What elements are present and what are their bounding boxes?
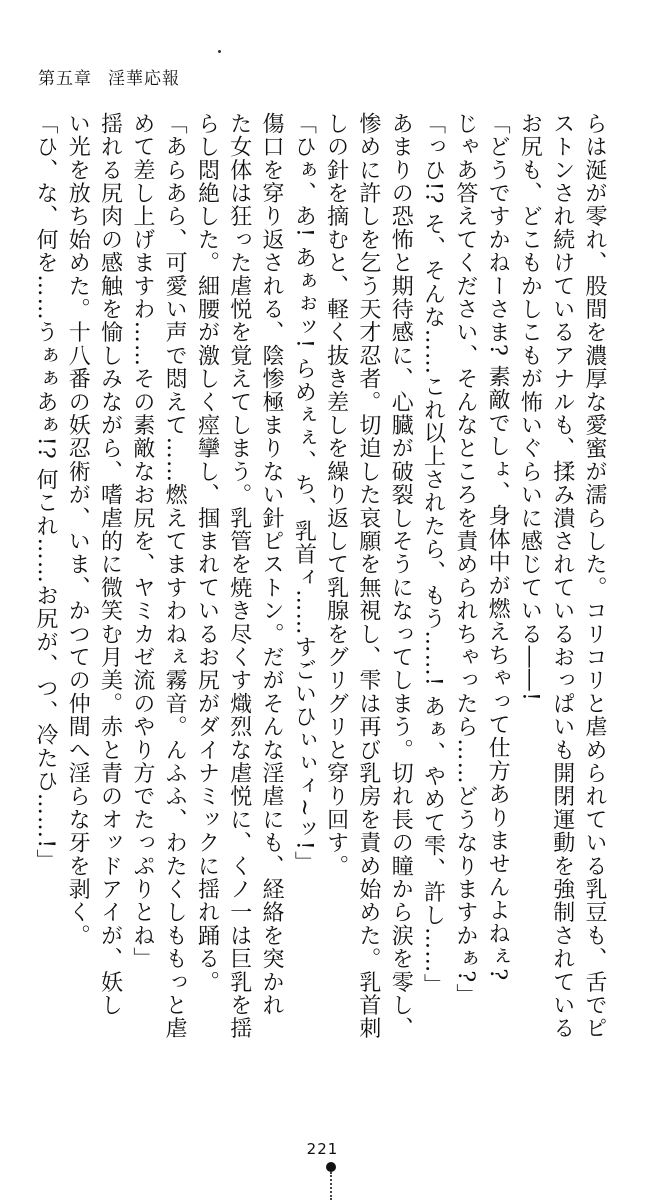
body-text xyxy=(20,112,610,1112)
page-marker-line xyxy=(330,1172,333,1200)
text-line: じゃあ答えてください、そんなところを責められちゃったら……どうなりますかぁ?」 xyxy=(452,112,478,1007)
text-line: お尻も、どこもかしこもが怖いぐらいに感じている――! xyxy=(517,112,543,703)
text-line: しの針を摘むと、軽く抜き差しを繰り返して乳腺をグリグリと穿り回す。 xyxy=(323,112,349,878)
text-line: ストンされ続けているアナルも、揉み潰されているおっぱいも開閉運動を強制されている xyxy=(549,112,575,1040)
text-line: た女体は狂った虐悦を覚えてしまう。乳管を焼き尽くす熾烈な虐悦に、くノ一は巨乳を揺 xyxy=(226,112,252,1040)
text-line: らは涎が零れ、股間を濃厚な愛蜜が濡らした。コリコリと虐められている乳豆も、舌でピ xyxy=(582,112,607,1040)
text-line: 惨めに許しを乞う天才忍者。切迫した哀願を無視し、雫は再び乳房を責め始めた。乳首刺 xyxy=(355,112,381,1040)
text-line: めて差し上げますわ……その素敵なお尻を、ヤミカゼ流のやり方でたっぷりとね」 xyxy=(129,112,155,971)
text-line: あまりの恐怖と期待感に、心臓が破裂しそうになってしまう。切れ長の瞳から涙を零し、 xyxy=(388,112,414,1040)
page-marker-dot xyxy=(326,1162,336,1172)
text-line: 「どうですかねーさま? 素敵でしょ、身体中が燃えちゃって仕方ありませんよねぇ? xyxy=(485,112,511,982)
text-line: らし悶絶した。細腰が激しく痙攣し、掴まれているお尻がダイナミックに揺れ踊る。 xyxy=(194,112,220,994)
chapter-title: 淫華応報 xyxy=(108,69,180,89)
running-header xyxy=(38,64,180,89)
chapter-label: 第五章 xyxy=(38,69,92,89)
ink-dot xyxy=(218,50,221,53)
text-line: 揺れる尻肉の感触を愉しみながら、嗜虐的に微笑む月美。赤と青のオッドアイが、妖し xyxy=(97,112,123,1017)
page-number: 221 xyxy=(306,1140,339,1158)
text-line: 「ひぁ、あ! あぁぉッ! らめぇぇ、ち、乳首ィ……すごいひぃぃィ~ッ!」 xyxy=(291,112,317,875)
text-line: 傷口を穿り返される、陰惨極まりない針ピストン。だがそんな淫虐にも、経絡を突かれ xyxy=(259,112,285,1017)
text-line: 「っひ!? そ、そんな……これ以上されたら、もう……! あぁ、やめて雫、許し……」 xyxy=(420,112,446,997)
text-line: 「ひ、な、何を……うぁぁあぁ!? 何これ……お尻が、つ、冷たひ……!」 xyxy=(32,112,58,873)
text-line: い光を放ち始めた。十八番の妖忍術が、いま、かつての仲間へ淫らな牙を剥く。 xyxy=(65,112,91,948)
text-line: 「あらあら、可愛い声で悶えて……燃えてますわねぇ霧音。んふふ、わたくしももっと虐 xyxy=(162,112,188,1040)
